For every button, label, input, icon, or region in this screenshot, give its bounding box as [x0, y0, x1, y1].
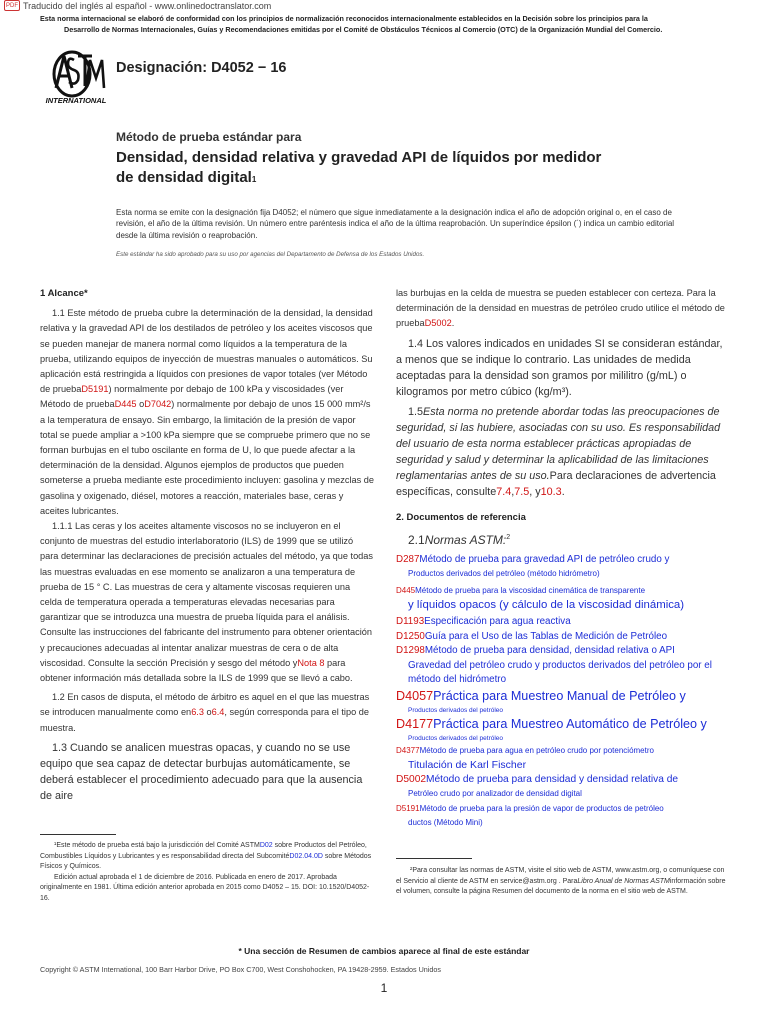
- reference-title: Método de prueba para densidad, densidad relativa o API: [424, 645, 675, 657]
- paragraph-1-1-1: [40, 519, 374, 686]
- subsection-label: Normas ASTM:: [424, 532, 507, 547]
- ref-link-d5002[interactable]: D5002: [424, 318, 452, 329]
- reference-title: Método de prueba para densidad y densidad relativa de: [426, 773, 679, 785]
- approval-note: Este estándar ha sido aprobado para su uso por agencias del Departamento de Defensa de los Estados Unidos.: [116, 251, 425, 258]
- designation-note: Esta norma se emite con la designación fija D4052; el número que sigue inmediatamente a la designación indica el año de adopción original o, en el caso de revisión, el año de la última revisión. Un número entre paréntesis indica el año de la última reaprobación. Un superíndice épsilon (´) indica un cambio editorial desde la última revisión o reaprobación.: [116, 208, 675, 240]
- reference-title: Especificación para agua reactiva: [424, 616, 571, 628]
- separator: .: [561, 485, 565, 498]
- paragraph-number: 1.5: [408, 405, 424, 418]
- title-footnote-mark: 1: [251, 175, 257, 184]
- paragraph-text: , según corresponda para el tipo de muestra.: [40, 707, 369, 733]
- subsection-number: 2.1: [408, 532, 425, 547]
- footnote-2-text: [396, 866, 730, 898]
- reference-item-d4057[interactable]: [396, 688, 730, 716]
- paragraph-text: ) normalmente por debajo de unos 15 000 mm²/s a la temperatura de ensayo. Sin embargo, la limitación de la presión de vapor total se puede ampliar a >100 kPa siempre que se compruebe primero que no se forman burbujas en el tubo oscilante en forma de U, lo que puede afectar a la determinación de la densidad. Algunos ejemplos de productos que pueden someterse a prueba mediante este procedimiento incluyen: gasolina y mezclas de gasolina y oxigenado, diésel, motores a reacción, materiales base, ceras y aceites lubricantes.: [40, 399, 374, 516]
- designation: Designación: D4052 − 16: [116, 60, 287, 76]
- astm-international-logo-icon: [42, 48, 110, 106]
- reference-list: [396, 553, 730, 831]
- reference-title: Práctica para Muestreo Automático de Petróleo y: [433, 716, 707, 731]
- reference-item-d4377[interactable]: [396, 744, 730, 773]
- ref-link-7-4[interactable]: 7.4: [496, 485, 512, 498]
- ref-link-6-4[interactable]: 6.4: [211, 707, 225, 718]
- translate-icon: PDF: [4, 0, 20, 11]
- copyright: Copyright © ASTM International, 100 Barr Harbor Drive, PO Box C700, West Conshohocken, PA 19428-2959. Estados Unidos: [40, 965, 441, 974]
- section-heading-scope: 1 Alcance*: [40, 288, 88, 299]
- reference-title: Método de prueba para gravedad API de petróleo crudo y: [419, 553, 670, 565]
- intro-line-1: Esta norma internacional se elaboró de conformidad con los principios de normalización reconocidos internacionalmente establecidos en la Decisión sobre los principios para la: [40, 14, 648, 23]
- reference-title-cont: Productos derivados del petróleo: [408, 706, 504, 714]
- document-title: [116, 148, 676, 190]
- footnote-1-text: [40, 841, 374, 873]
- reference-item-d445[interactable]: [396, 584, 730, 614]
- reference-code[interactable]: D445: [396, 585, 416, 595]
- reference-title-cont: y líquidos opacos (y cálculo de la viscosidad dinámica): [408, 599, 685, 612]
- astm-logo: [42, 48, 110, 106]
- footnote-divider: [396, 858, 472, 859]
- paragraph-text: o: [136, 399, 145, 410]
- reference-item-d4177[interactable]: [396, 716, 730, 744]
- reference-item-d1298[interactable]: [396, 644, 730, 688]
- reference-code[interactable]: D4377: [396, 745, 420, 755]
- reference-title-cont: Productos derivados del petróleo: [408, 734, 504, 742]
- intro-statement: [40, 13, 730, 35]
- reference-code[interactable]: D4177: [396, 716, 434, 731]
- footnote-text: ¹Este método de prueba está bajo la jurisdicción del Comité ASTM: [54, 842, 260, 849]
- ref-link-10-3[interactable]: 10.3: [540, 485, 562, 498]
- footnote-1-edition: Edición actual aprobada el 1 de diciembre de 2016. Publicada en enero de 2017. Aprobada originalmente en 1981. Última edición anterior aprobada en 2015 como D4052 – 15. DOI: 10.1520/D4052-16.: [40, 873, 370, 902]
- reference-title: Práctica para Muestreo Manual de Petróleo y: [433, 688, 686, 703]
- paragraph-text: 1.2 En casos de disputa, el método de árbitro es aquel en el que las muestras se introducen manualmente como en: [40, 692, 370, 718]
- translation-bar[interactable]: [4, 0, 271, 11]
- reference-code[interactable]: D5002: [396, 773, 427, 785]
- reference-item-d1193[interactable]: [396, 615, 730, 630]
- reference-code[interactable]: D287: [396, 553, 420, 565]
- reference-code[interactable]: D1250: [396, 630, 425, 642]
- ref-link-7-5[interactable]: 7.5: [514, 485, 530, 498]
- left-column: [40, 286, 374, 804]
- paragraph-text: Para declaraciones de advertencia específicas, consulte: [396, 469, 716, 498]
- footnote-text: ²Para consultar las normas de ASTM, visite el sitio web de ASTM, www.astm.org, o comuníquese con el Servicio al cliente de ASTM en service@astm.org . Para: [396, 867, 725, 885]
- logo-text: INTERNATIONAL: [45, 96, 107, 105]
- ref-link-d445[interactable]: D445: [114, 399, 137, 410]
- paragraph-text: ) normalmente por debajo de 100 kPa y viscosidades (ver Método de prueba: [40, 384, 344, 410]
- ref-link-note-8[interactable]: Nota 8: [297, 657, 325, 668]
- document-subtitle: Método de prueba estándar para: [116, 130, 302, 144]
- paragraph-1-2: [40, 690, 374, 736]
- paragraph-text: 1.1 Este método de prueba cubre la determinación de la densidad, la densidad relativa y la gravedad API de los destilados de petróleo y los aceites viscosos que se pueden manejar de manera normal como líquidos a la temperatura de la prueba, utilizando equipos de inyección de muestras manuales o automáticos. Su aplicación está restringida a líquidos con presiones de vapor totales (ver Método de prueba: [40, 308, 373, 395]
- reference-item-d5002[interactable]: [396, 773, 730, 802]
- ref-link-d5191[interactable]: D5191: [81, 384, 109, 395]
- summary-of-changes-note: * Una sección de Resumen de cambios aparece al final de este estándar: [238, 946, 530, 956]
- paragraph-1-5: [396, 404, 730, 500]
- ref-link-d02-04[interactable]: D02.04.0D: [289, 852, 323, 860]
- ref-link-d02[interactable]: D02: [259, 842, 273, 849]
- footnote-2: [396, 866, 730, 898]
- reference-code[interactable]: D1298: [396, 645, 425, 657]
- paragraph-1-1: [40, 306, 374, 519]
- separator: ,: [511, 485, 515, 498]
- reference-title: Método de prueba para agua en petróleo crudo por potenciómetro: [419, 745, 654, 755]
- paragraph-1-3-cont: [396, 286, 730, 332]
- paragraph-text: para obtener información más detallada sobre la ILS de 1999 que se llevó a cabo.: [40, 657, 353, 684]
- reference-title-cont: Titulación de Karl Fischer: [408, 759, 527, 772]
- footnote-1: [40, 841, 374, 904]
- section-heading-references: 2. Documentos de referencia: [396, 511, 526, 523]
- astm-standards-label: [396, 530, 730, 548]
- reference-title-cont: Gravedad del petróleo crudo y productos derivados del petróleo por el método del hidrómetro: [408, 659, 712, 686]
- separator: , y: [529, 485, 541, 498]
- footnote-mark: 2: [506, 533, 511, 541]
- reference-title: Método de prueba para la presión de vapor de productos de petróleo: [419, 803, 664, 813]
- reference-item-d1250[interactable]: [396, 630, 730, 645]
- paragraph-text: 1.1.1 Las ceras y los aceites altamente viscosos no se incluyeron en el conjunto de muestras del estudio interlaboratorio (ILS) de 1999 que se utilizó para determinar las declaraciones de precisión actuales del método, ya que todas las muestras evaluadas en ese momento se analizaron a una temperatura de prueba de 15 ° C. Las muestras de cera y altamente viscosas requieren una celda de temperatura operada a temperaturas elevadas necesarias para garantizar que se introduzca una muestra de prueba líquida para el análisis. Consulte las instrucciones del fabricante del instrumento para obtener orientación y precauciones adecuadas al intentar analizar muestras de cera o de alta viscosidad. Consulte la sección Precisión y sesgo del método y: [40, 521, 373, 668]
- paragraph-1-4: 1.4 Los valores indicados en unidades SI se consideran estándar, a menos que se indique lo contrario. Las unidades de medida aceptadas para la densidad son gramos por mililitro (g/mL) o kilogramos por metro cúbico (kg/m³).: [396, 337, 723, 398]
- paragraph-text: .: [451, 318, 455, 329]
- ref-link-6-3[interactable]: 6.3: [191, 707, 204, 718]
- safety-statement: Esta norma no pretende abordar todas las preocupaciones de seguridad, si las hubiere, asociadas con su uso. Es responsabilidad del usuario de esta norma establecer prácticas apropiadas de seguridad y salud y determinar la aplicabilidad de las limitaciones reglamentarias antes de su uso.: [396, 405, 721, 482]
- footnote-text: información sobre el volumen, consulte la página Resumen del documento de la norma en el sitio web de ASTM.: [396, 877, 726, 895]
- footnote-text: sobre Productos del Petróleo, Combustibles Líquidos y Lubricantes y es responsabilidad directa del Subcomité: [40, 842, 367, 860]
- footnote-text: sobre Métodos Físicos y Químicos.: [40, 852, 372, 870]
- reference-title: Método de prueba para la viscosidad cinemática de transparente: [415, 585, 646, 595]
- title-line-1: Densidad, densidad relativa y gravedad API de líquidos por medidor: [116, 149, 602, 166]
- paragraph-text: las burbujas en la celda de muestra se pueden establecer con certeza. Para la determinación de la densidad en muestras de petróleo crudo utilice el método de prueba: [396, 288, 725, 329]
- reference-title-cont: ductos (Método Mini): [408, 818, 483, 828]
- right-column: [396, 286, 730, 831]
- reference-title-cont: Petróleo crudo por analizador de densidad digital: [408, 789, 582, 799]
- reference-code[interactable]: D4057: [396, 688, 434, 703]
- reference-code[interactable]: D1193: [396, 616, 425, 628]
- translation-bar-text[interactable]: Traducido del inglés al español - www.onlinedoctranslator.com: [23, 0, 272, 11]
- footnote-divider: [40, 834, 116, 835]
- paragraph-1-3: 1.3 Cuando se analicen muestras opacas, y cuando no se use equipo que sea capaz de detectar burbujas automáticamente, se deberá establecer el procedimiento adecuado para que la ausencia de aire: [40, 741, 363, 802]
- reference-item-d287[interactable]: [396, 553, 730, 582]
- reference-title-cont: Productos derivados del petróleo (método hidrómetro): [408, 569, 600, 579]
- page-number: 1: [380, 981, 388, 995]
- intro-line-2: Desarrollo de Normas Internacionales, Guías y Recomendaciones emitidas por el Comité de Obstáculos Técnicos al Comercio (OTC) de la Organización Mundial del Comercio.: [64, 25, 663, 34]
- title-line-2: de densidad digital: [116, 169, 252, 186]
- reference-title: Guía para el Uso de las Tablas de Medición de Petróleo: [424, 630, 668, 642]
- footnote-book-title: Libro Anual de Normas ASTM: [577, 877, 670, 885]
- paragraph-text: o: [203, 707, 212, 718]
- ref-link-d7042[interactable]: D7042: [144, 399, 172, 410]
- reference-item-d5191[interactable]: [396, 802, 730, 831]
- reference-code[interactable]: D5191: [396, 803, 420, 813]
